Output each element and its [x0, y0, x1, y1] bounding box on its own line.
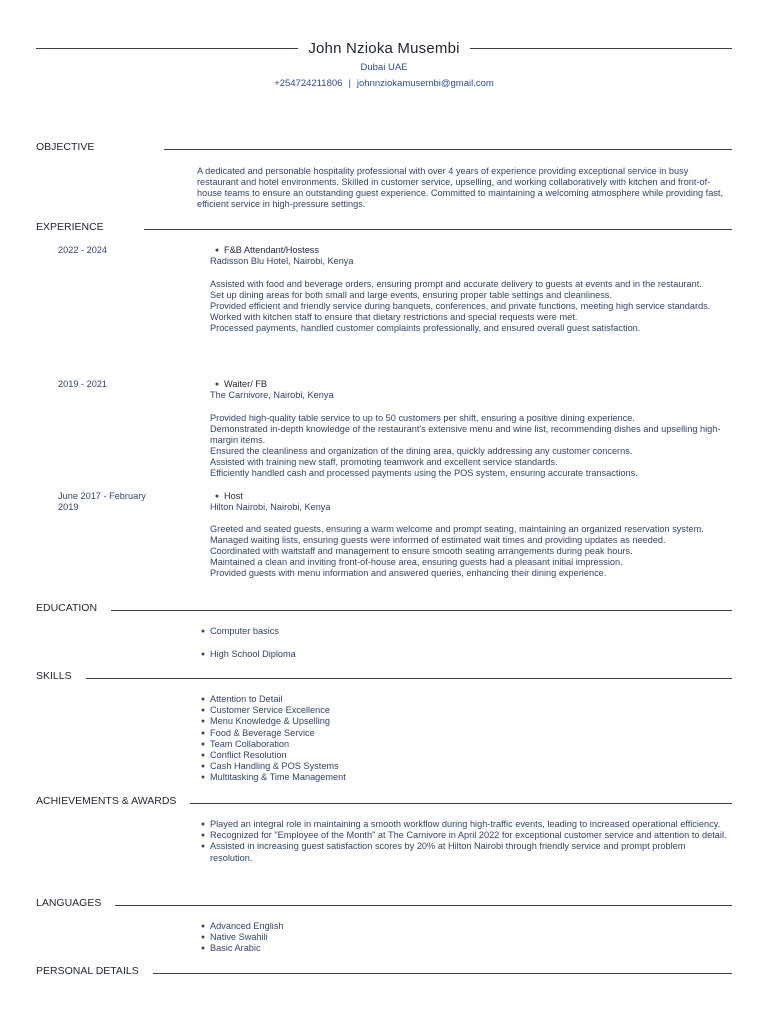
- list-item: [196, 921, 736, 932]
- languages-title: LANGUAGES: [36, 897, 102, 909]
- job-duty: Set up dining areas for both small and large events, ensuring proper table settings and cleanliness.: [210, 290, 612, 300]
- personal-rule: [153, 973, 732, 974]
- job-duties: [210, 413, 730, 479]
- bullet-icon: ●: [200, 696, 206, 703]
- list-item: [196, 739, 736, 750]
- achievements-title: ACHIEVEMENTS & AWARDS: [36, 795, 177, 807]
- achievements-list: [196, 819, 728, 864]
- job-company-text: Hilton Nairobi, Nairobi, Kenya: [210, 502, 331, 512]
- personal-heading: [36, 965, 732, 977]
- job-duty: Maintained a clean and inviting front-of-house area, ensuring guests had a pleasant initial impression.: [210, 557, 623, 567]
- bullet-icon: ●: [214, 381, 220, 388]
- skills-rule: [86, 678, 732, 679]
- bullet-icon: ●: [200, 843, 206, 851]
- bullet-icon: ●: [200, 945, 206, 953]
- achievement-item: Played an integral role in maintaining a smooth workflow during high-traffic events, leading to increased operational efficiency.: [210, 819, 721, 829]
- education-item: Computer basics: [210, 626, 279, 636]
- experience-heading: [36, 221, 732, 233]
- job-company: [210, 502, 730, 513]
- contact-separator: |: [348, 78, 351, 89]
- personal-title: PERSONAL DETAILS: [36, 965, 139, 977]
- experience-rule: [144, 229, 732, 230]
- list-item: [196, 772, 736, 783]
- job-dates: June 2017 - February 2019: [58, 491, 146, 512]
- list-item: [196, 728, 736, 739]
- bullet-icon: ●: [200, 740, 206, 748]
- bullet-icon: ●: [200, 763, 206, 771]
- job-duties: [210, 524, 730, 579]
- job-duty: Coordinated with waitstaff and management to ensure smooth seating arrangements during peak hours.: [210, 546, 633, 556]
- bullet-icon: ●: [200, 832, 206, 840]
- objective-rule: [164, 149, 732, 150]
- achievement-item: Recognized for "Employee of the Month" at The Carnivore in April 2022 for exceptional customer service and attention to detail.: [210, 830, 727, 841]
- job-company: [210, 256, 730, 267]
- skill-item: Team Collaboration: [210, 738, 290, 749]
- list-item: [196, 705, 736, 716]
- experience-section: [36, 221, 732, 233]
- job-duty: Provided high-quality table service to up to 50 customers per shift, ensuring a positive dining experience.: [210, 413, 635, 423]
- job-company: [210, 390, 730, 401]
- list-item: [196, 626, 736, 637]
- languages-rule: [115, 905, 732, 906]
- header-rule-left: [36, 48, 298, 49]
- education-item: High School Diploma: [210, 648, 296, 659]
- skill-item: Food & Beverage Service: [210, 727, 315, 738]
- job-company-text: Radisson Blu Hotel, Nairobi, Kenya: [210, 256, 354, 266]
- bullet-icon: ●: [200, 821, 206, 828]
- bullet-icon: ●: [200, 774, 206, 782]
- language-item: Advanced English: [210, 921, 284, 931]
- skill-item: Conflict Resolution: [210, 750, 287, 761]
- list-item: [196, 694, 736, 705]
- language-item: Basic Arabic: [210, 943, 261, 954]
- education-section: [36, 602, 732, 614]
- candidate-name: John Nzioka Musembi: [308, 40, 460, 57]
- list-item: [196, 819, 728, 830]
- bullet-icon: ●: [200, 923, 206, 930]
- candidate-location: Dubai UAE: [360, 62, 408, 73]
- job-duty: Worked with kitchen staff to ensure that dietary restrictions and special requests were met.: [210, 312, 578, 322]
- achievements-heading: [36, 795, 732, 807]
- job-duty: Demonstrated in-depth knowledge of the restaurant's extensive menu and wine list, recommending dishes and upselling high-margin items.: [210, 424, 721, 445]
- education-heading: [36, 602, 732, 614]
- skills-list: [196, 694, 736, 784]
- job-duty: Processed payments, handled customer complaints professionally, and ensured overall guest satisfaction.: [210, 323, 641, 333]
- job-duty: Provided efficient and friendly service during banquets, conferences, and private functions, meeting high service standards.: [210, 301, 711, 311]
- job-duty: Ensured the cleanliness and organization of the dining area, quickly addressing any customer concerns.: [210, 446, 633, 456]
- job-duty: Efficiently handled cash and processed payments using the POS system, ensuring accurate transactions.: [210, 468, 638, 478]
- resume-header: [36, 40, 732, 89]
- bullet-icon: ●: [200, 752, 206, 760]
- email-address: johnnziokamusembi@gmail.com: [356, 78, 494, 89]
- header-rule-right: [470, 48, 732, 49]
- job-duty: Provided guests with menu information and answered queries, enhancing their dining experience.: [210, 568, 607, 578]
- job-role-text: F&B Attendant/Hostess: [224, 245, 319, 255]
- skill-item: Attention to Detail: [210, 694, 283, 704]
- bullet-icon: ●: [200, 650, 206, 658]
- list-item: [196, 830, 728, 841]
- education-rule: [111, 610, 732, 611]
- list-item: [196, 649, 736, 660]
- skill-item: Multitasking & Time Management: [210, 772, 346, 783]
- languages-heading: [36, 897, 732, 909]
- bullet-icon: ●: [200, 934, 206, 942]
- job-duty: Assisted with food and beverage orders, ensuring prompt and accurate delivery to guests at events and in the restaurant.: [210, 279, 702, 289]
- skill-item: Cash Handling & POS Systems: [210, 761, 339, 772]
- skill-item: Menu Knowledge & Upselling: [210, 716, 331, 727]
- job-duty: Greeted and seated guests, ensuring a warm welcome and prompt seating, maintaining an organized reservation system.: [210, 524, 704, 534]
- job-duty: Managed waiting lists, ensuring guests were informed of estimated wait times and providing updates as needed.: [210, 535, 666, 545]
- job-role: [210, 245, 730, 256]
- job-role-text: Host: [224, 491, 243, 501]
- bullet-icon: ●: [214, 247, 220, 254]
- bullet-icon: ●: [200, 628, 206, 635]
- job-duties: [210, 279, 730, 334]
- job-role: [210, 379, 730, 390]
- job-role: [210, 491, 730, 502]
- skills-heading: [36, 670, 732, 682]
- skills-section: [36, 670, 732, 682]
- bullet-icon: ●: [200, 707, 206, 715]
- skills-title: SKILLS: [36, 670, 72, 682]
- education-list: [196, 626, 736, 660]
- bullet-icon: ●: [200, 718, 206, 726]
- languages-section: [36, 897, 732, 909]
- objective-title: OBJECTIVE: [36, 141, 95, 153]
- languages-list: [196, 921, 736, 955]
- achievements-section: [36, 795, 732, 807]
- list-item: [196, 932, 736, 943]
- contact-line: [36, 78, 732, 89]
- bullet-icon: ●: [200, 729, 206, 737]
- job-company-text: The Carnivore, Nairobi, Kenya: [210, 390, 334, 400]
- bullet-icon: ●: [214, 493, 220, 500]
- language-item: Native Swahili: [210, 932, 268, 943]
- personal-section: [36, 965, 732, 977]
- job-dates: 2022 - 2024: [58, 245, 108, 255]
- list-item: [196, 761, 736, 772]
- skill-item: Customer Service Excellence: [210, 705, 330, 716]
- name-row: [36, 40, 732, 57]
- list-item: [196, 716, 736, 727]
- list-item: [196, 750, 736, 761]
- job-dates: 2019 - 2021: [58, 379, 108, 389]
- objective-heading: [36, 141, 732, 153]
- achievement-item: Assisted in increasing guest satisfaction scores by 20% at Hilton Nairobi through friendly service and prompt problem resolution.: [210, 841, 686, 863]
- phone-number: +254724211806: [274, 78, 343, 89]
- list-item: [196, 841, 728, 863]
- objective-text: A dedicated and personable hospitality professional with over 4 years of experience providing exceptional service in busy restaurant and hotel environments. Skilled in customer service, upselling, and working collaboratively with kitchen and front-of-house teams to ensure an outstanding guest experience. Committed to maintaining a welcoming atmosphere while providing fast, efficient service in high-pressure settings.: [197, 166, 724, 209]
- experience-title: EXPERIENCE: [36, 221, 104, 233]
- objective-section: [36, 141, 732, 153]
- achievements-rule: [190, 803, 732, 804]
- education-title: EDUCATION: [36, 602, 98, 614]
- list-item: [196, 943, 736, 954]
- job-duty: Assisted with training new staff, promoting teamwork and excellent service standards.: [210, 457, 558, 467]
- job-role-text: Waiter/ FB: [224, 379, 268, 389]
